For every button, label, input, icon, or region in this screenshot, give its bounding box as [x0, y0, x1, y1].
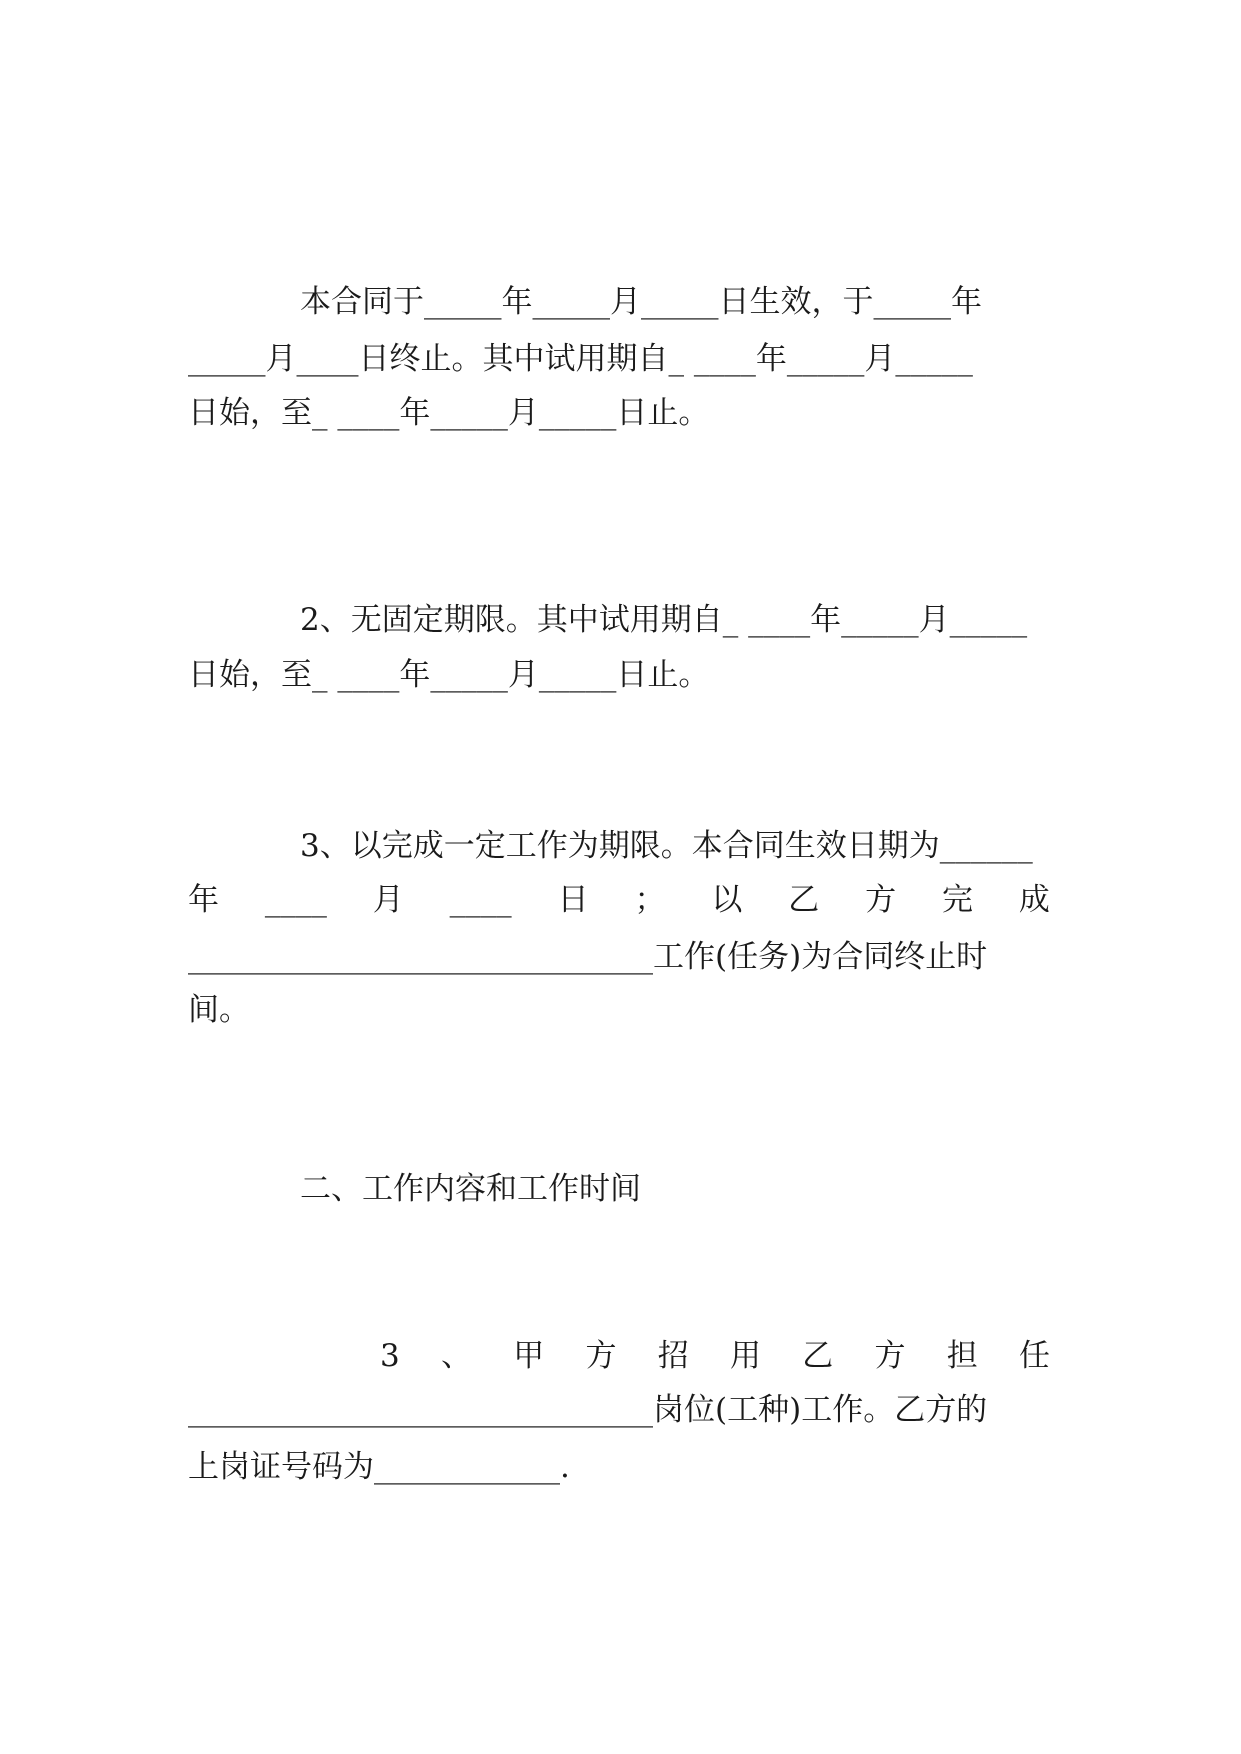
position-word: 乙 — [802, 1338, 834, 1374]
position-word: 任 — [1018, 1338, 1050, 1374]
section-heading: 二、工作内容和工作时间 — [300, 1171, 641, 1207]
task-term-line-1: 3、以完成一定工作为期限。本合同生效日期为______ — [300, 828, 1033, 864]
position-line-2: ______________________________岗位(工种)工作。乙方的 — [188, 1392, 988, 1428]
task-term-word: 以 — [711, 882, 743, 918]
task-term-blank: ____ — [264, 882, 327, 918]
task-term-word: 日 — [557, 882, 589, 918]
position-line-3: 上岗证号码为____________. — [188, 1449, 570, 1485]
task-term-word: 乙 — [788, 882, 820, 918]
task-term-word: ； — [634, 882, 666, 918]
task-term-line-3: ______________________________工作(任务)为合同终止时 — [188, 939, 988, 975]
position-word: 方 — [874, 1338, 906, 1374]
contract-term-line-1: 本合同于_____年_____月_____日生效，于_____年 — [300, 284, 982, 320]
indefinite-term-line-1: 2、无固定期限。其中试用期自_ ____年_____月_____ — [300, 602, 1028, 638]
task-term-line-2 — [188, 870, 1050, 930]
task-term-blank: ____ — [449, 882, 512, 918]
position-word: 方 — [585, 1338, 617, 1374]
contract-term-line-2: _____月____日终止。其中试用期自_ ____年_____月_____ — [188, 341, 973, 377]
position-word: 甲 — [513, 1338, 545, 1374]
position-word: 担 — [946, 1338, 978, 1374]
task-term-word: 月 — [372, 882, 404, 918]
position-word: 用 — [729, 1338, 761, 1374]
task-term-line-4: 间。 — [188, 992, 250, 1028]
task-term-word: 年 — [188, 882, 219, 918]
contract-term-line-3: 日始，至_ ____年_____月_____日止。 — [188, 395, 710, 431]
position-word: 3 — [380, 1338, 400, 1374]
task-term-word: 完 — [942, 882, 974, 918]
position-word: 招 — [657, 1338, 689, 1374]
task-term-word: 方 — [865, 882, 897, 918]
indefinite-term-line-2: 日始，至_ ____年_____月_____日止。 — [188, 657, 710, 693]
position-word: 、 — [440, 1338, 472, 1374]
position-line-1 — [380, 1326, 1050, 1386]
task-term-word: 成 — [1018, 882, 1050, 918]
